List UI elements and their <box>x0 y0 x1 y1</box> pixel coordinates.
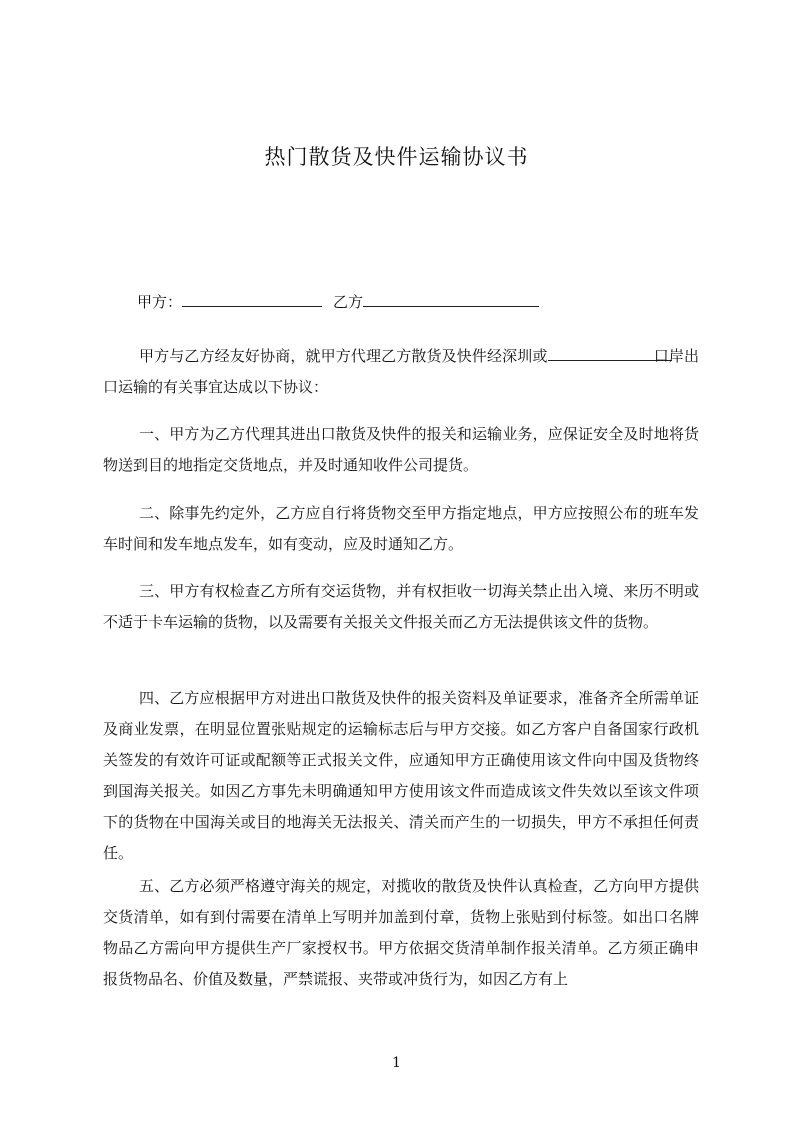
clause-5-text: 五、乙方必须严格遵守海关的规定，对揽收的散货及快件认真检查，乙方向甲方提供交货清单，如有到付需要在清单上写明并加盖到付章，货物上张贴到付标签。如出口名牌物品乙方需向甲方提供生产厂家授权书。甲方依据交货清单制作报关清单。乙方须正确申报货物品名、价值及数量，严禁谎报、夹带或冲货行为，如因乙方有上 <box>103 877 699 988</box>
party-a-blank <box>182 289 322 307</box>
clause-5 <box>103 871 699 995</box>
parties-line <box>137 289 539 313</box>
intro-paragraph <box>103 341 699 403</box>
clause-2 <box>103 498 699 560</box>
clause-4 <box>103 683 699 869</box>
clause-3-text: 三、甲方有权检查乙方所有交运货物，并有权拒收一切海关禁止出入境、来历不明或不适于卡车运输的货物，以及需要有关报关文件报关而乙方无法提供该文件的货物。 <box>103 582 699 631</box>
clause-3 <box>103 576 699 638</box>
clause-4-text: 四、乙方应根据甲方对进出口散货及快件的报关资料及单证要求，准备齐全所需单证及商业发票，在明显位置张贴规定的运输标志后与甲方交接。如乙方客户自备国家行政机关签发的有效许可证或配额等正式报关文件，应通知甲方正确使用该文件向中国及货物终到国海关报关。如因乙方事先未明确通知甲方使用该文件而造成该文件失效以至该文件项下的货物在中国海关或目的地海关无法报关、清关而产生的一切损失，甲方不承担任何责任。 <box>103 689 699 862</box>
party-a-label: 甲方： <box>137 293 183 311</box>
intro-text-after: 口岸出口运输的有关事宜达成以下协议： <box>103 347 699 396</box>
port-blank-2 <box>636 344 654 361</box>
clause-1 <box>103 419 699 481</box>
party-b-label: 乙方 <box>333 293 364 311</box>
clause-1-text: 一、甲方为乙方代理其进出口散货及快件的报关和运输业务，应保证安全及时地将货物送到目的地指定交货地点，并及时通知收件公司提货。 <box>103 425 699 474</box>
page-number: 1 <box>392 1055 401 1071</box>
document-title: 热门散货及快件运输协议书 <box>264 145 529 169</box>
party-b-blank <box>363 289 539 307</box>
intro-text-before: 甲方与乙方经友好协商，就甲方代理乙方散货及快件经深圳或 <box>139 347 548 365</box>
clause-2-text: 二、除事先约定外，乙方应自行将货物交至甲方指定地点，甲方应按照公布的班车发车时间和发车地点发车，如有变动，应及时通知乙方。 <box>103 504 699 553</box>
